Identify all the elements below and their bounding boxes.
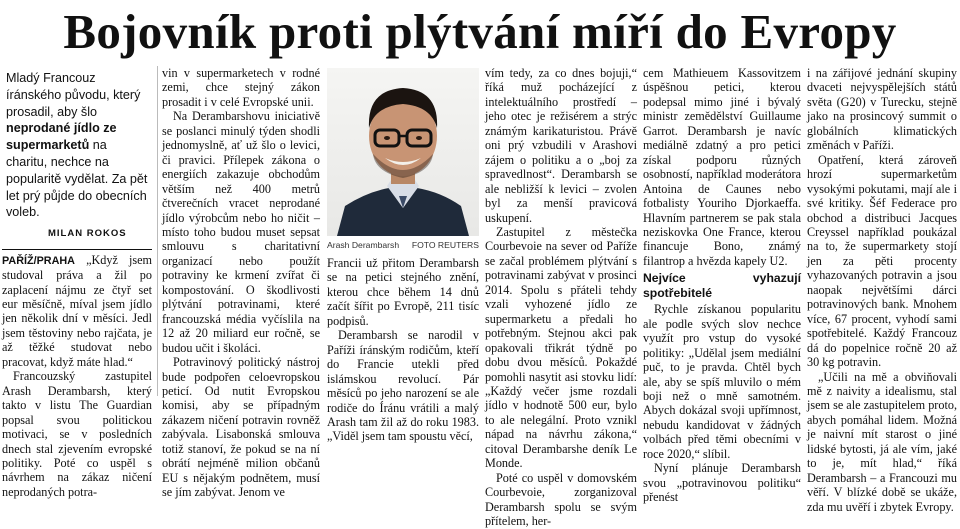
column-rule [157, 66, 158, 396]
body-paragraph: Zastupitel z městečka Courbevoie na sever od Paříže se začal problémem plýtvání s potravinami zabývat v prosinci 2014. Spolu s přáteli tehdy vzali vyhozené jídlo ze supermarketu a předali ho potřebným. Stejnou akci pak opakovali třikrát týdně po dobu dvou měsíců. Pokaždé pomohli nasytit asi stovku lidí: „Každý večer jsme rozdali jídlo v hodnotě 500 eur, bylo to ale nelegální. Proto vznikl nápad na návrhu zákona,“ citoval Derambarshe deník Le Monde. [485, 224, 637, 471]
portrait-photo [327, 68, 479, 236]
lead-text: Mladý Francouz íránského původu, který prosadil, aby šlo [6, 71, 141, 119]
body-paragraph: cem Mathieuem Kassovitzem úspěšnou petici, kterou podepsal mimo jiné i bývalý ministr zemědělství Guillaume Garrot. Derambarsh je navíc mediálně zdatný a pro petici získal podporu různých osobností, například moderátora Antoina de Caunes nebo fotbalisty Youriho Djorkaeffa. Hlavním partnerem se pak stala neziskovka One France, kterou financuje Bono, známý filantrop a hvězda kapely U2. [643, 66, 801, 268]
body-paragraph: Rychle získanou popularitu ale podle svých slov nechce využít pro vstup do vysoké politiky: „Udělal jsem mediální puč, to je pravda. Chtěl bych ale, aby se spíš mluvilo o mém boji než o mně samotném. Abych dokázal svoji upřímnost, nebudu kandidovat v žádných volbách před těmi obecními v roce 2020,“ slíbil. [643, 302, 801, 461]
body-paragraph: i na zářijové jednání skupiny dvaceti nejvyspělejších států světa (G20) v Turecku, stejně jako na prosincový summit o globálních klimatických změnách v Paříži. [807, 66, 957, 153]
body-paragraph: Francii už přitom Derambarsh se na petici stejného znění, kterou chce během 14 dnů začít šířit po Evropě, 211 tisíc podpisů. [327, 256, 479, 328]
body-paragraph: Nyní plánuje Derambarsh svou „potravinovou politiku“ přenést [643, 461, 801, 505]
column-4 [485, 66, 637, 529]
byline: MILAN ROKOS [48, 228, 127, 240]
lead-bold: neprodané jídlo ze supermarketů [6, 121, 117, 153]
photo-caption [327, 238, 479, 252]
body-paragraph: Derambarsh se narodil v Paříži íránským rodičům, kteří do Francie utekli před islámskou revolucí. Pár měsíců po jeho narození se ale rodiče do Íránu vrátili a malý Arash tam žil až do roku 1983. „Viděl jsem tam spoustu věcí, [327, 328, 479, 444]
dateline: PAŘÍŽ/PRAHA [2, 254, 75, 267]
byline-rule [2, 249, 152, 250]
portrait-illustration [327, 68, 479, 236]
body-paragraph: Opatření, která zároveň hrozí supermarketům vysokými pokutami, mají ale i své kritiky. Šéf Federace pro obchod a distribuci Jacques Creyssel například poukázal na to, že supermarkety stojí jen za pěti procenty vyhazovaných potravin a jsou naopak největšími dárci potravinových bank. Mnohem více, 67 procent, vyhodí sami spotřebitelé. Každý Francouz dá do popelnice ročně 20 až 30 kg potravin. [807, 152, 957, 370]
column-3 [327, 256, 479, 444]
body-paragraph: Francouzský zastupitel Arash Derambarsh, který takto v listu The Guardian popsal svou politickou motivaci, se v posledních dnech stal zjevením evropské politiky. Poté co uspěl s návrhem na zákaz ničení neprodaných potra- [2, 369, 152, 499]
body-paragraph: vím tedy, za co dnes bojuji,“ říká muž pocházející z intelektuálního prostředí – jeho otec je režisérem a strýc známým karikaturistou. Právě oni prý vzbudili v Arashovi zájem o politiku a o „boj za spravedlnost“. Derambarsh se ale nebližší k levici – zvolen byl za menší pravicová uskupení. [485, 66, 637, 225]
body-paragraph: Na Derambarshovu iniciativě se poslanci minulý týden shodli jednomyslně, ať už šlo o levici, či pravici. Přílepek zákona o energiích zakazuje obchodům větším než 400 metrů čtverečních vracet neprodané jídlo výrobcům nebo ho ničit – místo toho budou muset sepsat smlouvu s charitativní organizací nebo použít potraviny ke krmení zvířat či kompostování. O škodlivosti plýtvání potravinami, které francouzská média vyčíslila na 12 až 20 miliard eur ročně, se budou učit i školáci. [162, 109, 320, 355]
body-paragraph: „Učili na mě a obviňovali mě z naivity a idealismu, stal jsem se ale zastupitelem proto, abych pomáhal lidem. Možná je naivní mít starost o jiné lidské bytosti, já ale vím, jaké to je, mít hlad,“ říká Derambarsh – a Francouzi mu věří. V blízké době se ukáže, zda mu uvěří i zbytek Evropy. [807, 369, 957, 514]
body-paragraph: vin v supermarketech v rodné zemi, chce stejný zákon prosadit i v celé Evropské unii. [162, 66, 320, 109]
headline: Bojovník proti plýtvání míří do Evropy [63, 4, 897, 59]
lead-paragraph [2, 66, 152, 221]
lead-text-end: na charitu, nechce na popularitě vydělat. Za pět let prý půjde do obecních voleb. [6, 138, 148, 220]
column-5 [643, 66, 801, 505]
body-paragraph: Poté co uspěl v domovském Courbevoie, zorganizoval Derambarsh spolu se svým přítelem, her- [485, 470, 637, 529]
column-2 [162, 66, 320, 500]
subheading: Nejvíce vyhazují spotřebitelé [643, 271, 801, 300]
column-6 [807, 66, 957, 514]
body-text: „Když jsem studoval práva a žil po zaplacení nájmu ze čtyř set eur měsíčně, míval jsem jídlo jen několik dní v měsíci. Jedl jsem těstoviny nebo rajčata, je až těžké studovat nebo pracovat, když máte hlad.“ [2, 252, 152, 369]
body-paragraph [2, 253, 152, 370]
caption-name: Arash Derambarsh [327, 240, 400, 250]
body-paragraph: Potravinový politický nástroj bude podpořen celoevropskou peticí. Od nutit Evropskou komisi, aby se případným zákazem ničení potravin rovněž zabývala. Lisabonská smlouva totiž stanoví, že pokud se na ní obrátí nejméně milion občanů EU s nějakým podnětem, musí se jím zabývat. Jenom ve [162, 355, 320, 500]
caption-credit: FOTO REUTERS [411, 240, 479, 250]
column-1 [2, 66, 152, 499]
